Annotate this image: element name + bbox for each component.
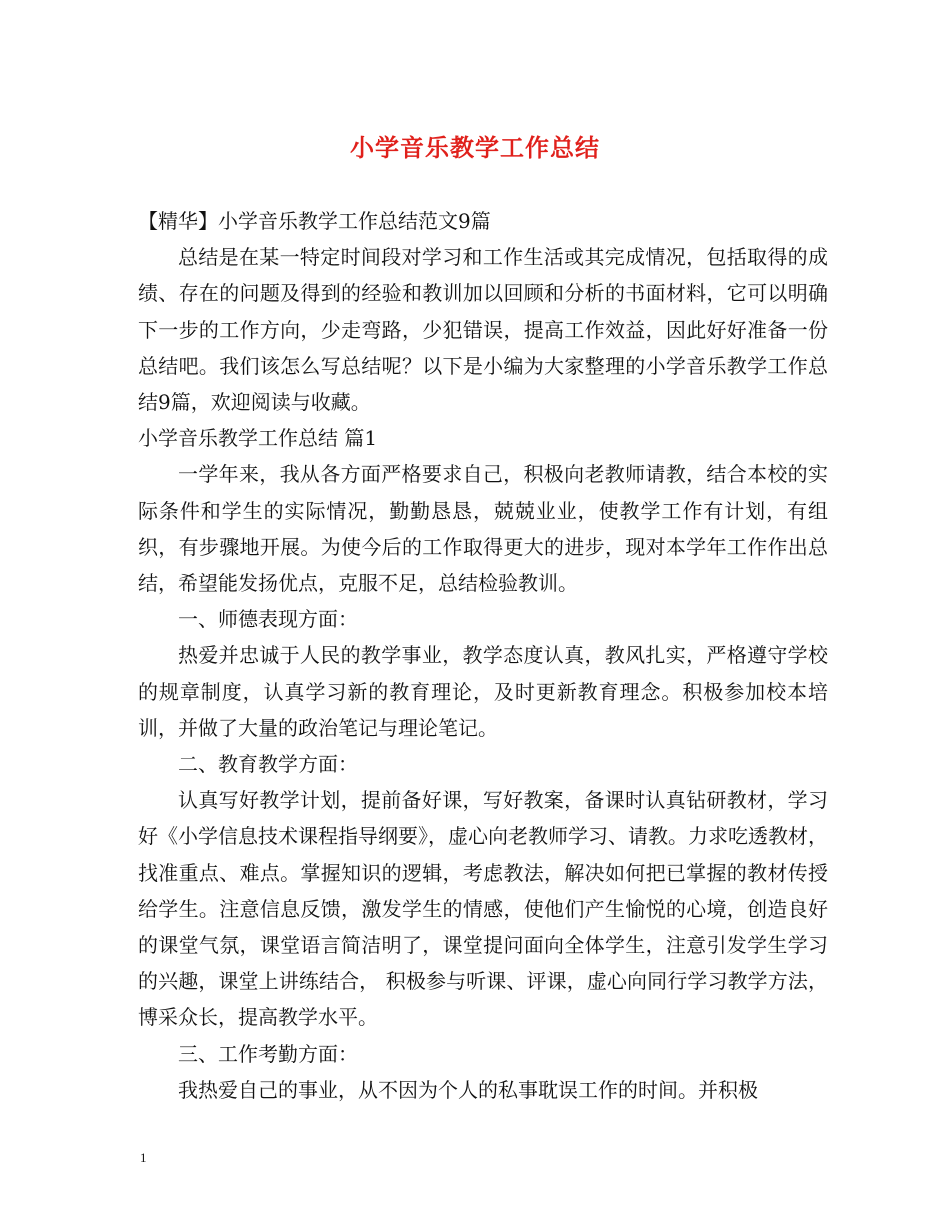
- heading-teaching: 二、教育教学方面：: [178, 752, 358, 777]
- page-number: 1: [140, 1150, 147, 1165]
- document-body: [138, 203, 828, 1108]
- heading-attendance: 三、工作考勤方面：: [178, 1041, 358, 1066]
- intro-paragraph: 总结是在某一特定时间段对学习和工作生活或其完成情况，包括取得的成绩、存在的问题及得到的经验和教训加以回顾和分析的书面材料，它可以明确下一步的工作方向，少走弯路，少犯错误，提高工作效益，因此好好准备一份总结吧。我们该怎么写总结呢？以下是小编为大家整理的小学音乐教学工作总结9篇，欢迎阅读与收藏。: [138, 245, 828, 415]
- heading-ethics: 一、师德表现方面：: [178, 607, 358, 632]
- section-title: 小学音乐教学工作总结 篇1: [138, 426, 378, 451]
- paragraph-2: 热爱并忠诚于人民的教学事业，教学态度认真，教风扎实，严格遵守学校的规章制度，认真学习新的教育理论，及时更新教育理念。积极参加校本培训，并做了大量的政治笔记与理论笔记。: [138, 643, 828, 740]
- document-title: 小学音乐教学工作总结: [350, 133, 600, 162]
- paragraph-4: 我热爱自己的事业，从不因为个人的私事耽误工作的时间。并积极: [178, 1077, 758, 1102]
- paragraph-3: 认真写好教学计划，提前备好课，写好教案，备课时认真钻研教材，学习好《小学信息技术课程指导纲要》，虚心向老教师学习、请教。力求吃透教材，找准重点、难点。掌握知识的逻辑，考虑教法，解决如何把已掌握的教材传授给学生。注意信息反馈，激发学生的情感，使他们产生愉悦的心境，创造良好的课堂气氛，课堂语言简洁明了，课堂提问面向全体学生，注意引发学生学习的兴趣，课堂上讲练结合， 积极参与听课、评课，虚心向同行学习教学方法，博采众长，提高教学水平。: [138, 788, 828, 1030]
- paragraph-1: 一学年来，我从各方面严格要求自己，积极向老教师请教，结合本校的实际条件和学生的实际情况，勤勤恳恳，兢兢业业，使教学工作有计划，有组织，有步骤地开展。为使今后的工作取得更大的进步，现对本学年工作作出总结，希望能发扬优点，克服不足，总结检验教训。: [138, 462, 828, 596]
- document-subtitle: 【精华】小学音乐教学工作总结范文9篇: [138, 209, 491, 233]
